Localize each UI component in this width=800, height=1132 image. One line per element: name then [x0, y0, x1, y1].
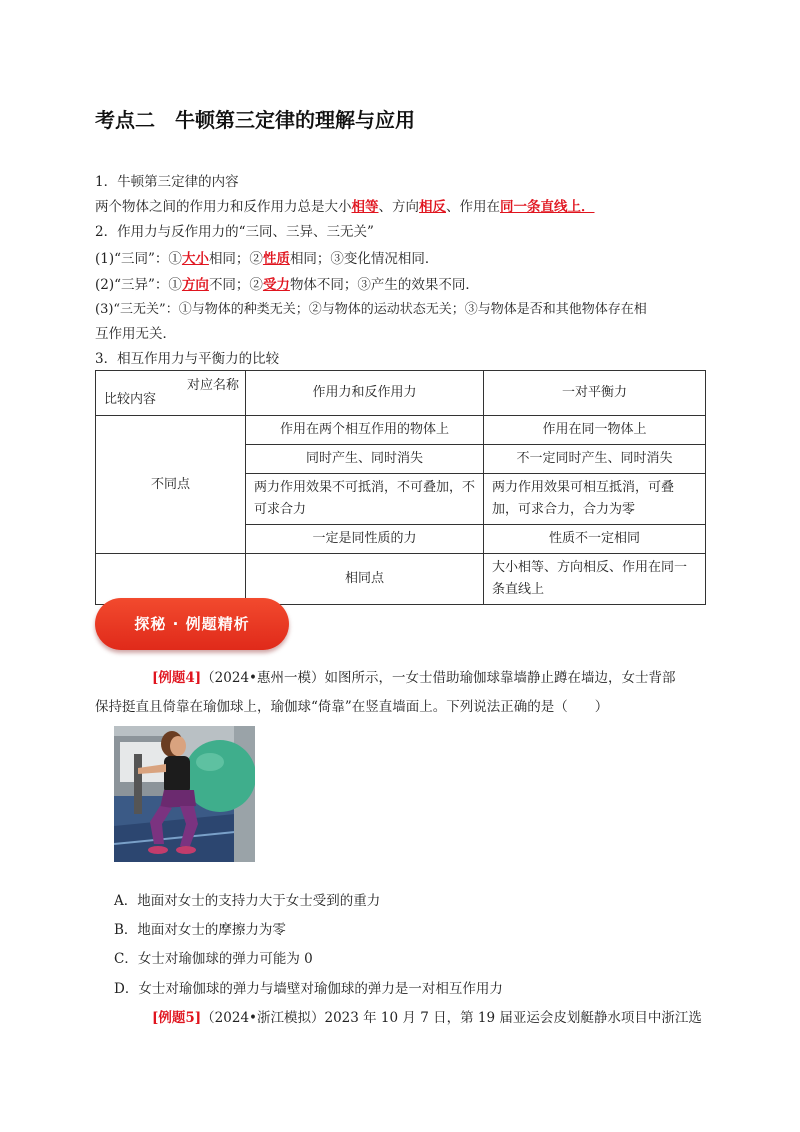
text: (1)“三同”：①: [95, 251, 182, 267]
header-corner-top: 对应名称: [186, 378, 239, 393]
text: 、作用在: [446, 199, 500, 215]
group-label-differences: 不同点: [96, 416, 246, 554]
highlight: 性质: [262, 251, 290, 267]
header-action-reaction: 作用力和反作用力: [246, 371, 484, 416]
section-3-heading: 3．相互作用力与平衡力的比较: [95, 351, 280, 367]
highlight: 受力: [262, 277, 290, 293]
option-b: B．地面对女士的摩擦力为零: [114, 922, 286, 938]
section-1-text: [95, 195, 595, 215]
text: 相同；②: [208, 251, 263, 267]
table-cell: 一定是同性质的力: [246, 525, 484, 554]
option-a: A．地面对女士的支持力大于女士受到的重力: [114, 893, 381, 909]
example-5-tag: [例题5]: [152, 1010, 202, 1026]
table-cell: 两力作用效果不可抵消，不可叠加，不可求合力: [246, 474, 484, 525]
option-d: D．女士对瑜伽球的弹力与墙壁对瑜伽球的弹力是一对相互作用力: [114, 981, 503, 997]
same-point-label: 相同点: [246, 554, 484, 605]
text: 、方向: [378, 199, 419, 215]
highlight: 相反: [419, 199, 446, 215]
yoga-ball-photo: [114, 726, 255, 862]
example-4-line-1: [152, 666, 676, 690]
text: （2024•浙江模拟）2023 年 10 月 7 日，第 19 届亚运会皮划艇静水项目中浙江选: [201, 1010, 702, 1026]
text: 相同；③变化情况相同．: [289, 251, 439, 267]
highlight: 大小: [181, 251, 209, 267]
table-cell: 不一定同时产生、同时消失: [484, 445, 706, 474]
table-cell: 作用在同一物体上: [484, 416, 706, 445]
comparison-table: [95, 370, 706, 605]
woman-with-yoga-ball-image: [114, 726, 255, 862]
highlight: 同一条直线上．: [500, 199, 595, 215]
section-2-heading: 2．作用力与反作用力的“三同、三异、三无关”: [95, 224, 374, 240]
header-corner-bottom: 比较内容: [104, 392, 157, 407]
highlight: 方向: [181, 277, 209, 293]
table-cell: 性质不一定相同: [484, 525, 706, 554]
example-4-tag: [例题4]: [152, 670, 202, 686]
text: 物体不同；③产生的效果不同．: [289, 277, 479, 293]
text: 不同；②: [208, 277, 263, 293]
example-5-line-1: [152, 1006, 702, 1030]
same-point-value: 大小相等、方向相反、作用在同一条直线上: [484, 554, 706, 605]
table-cell: 同时产生、同时消失: [246, 445, 484, 474]
example-banner: 探秘 · 例题精析: [95, 598, 289, 650]
three-unrelated-line-2: 互作用无关．: [95, 326, 176, 342]
table-row: [96, 416, 706, 445]
table-cell: 两力作用效果可相互抵消，可叠加，可求合力，合力为零: [484, 474, 706, 525]
three-diff-line: [95, 273, 479, 293]
text: （2024•惠州一模）如图所示，一女士借助瑜伽球靠墙静止蹲在墙边，女士背部: [201, 670, 676, 686]
table-cell: 作用在两个相互作用的物体上: [246, 416, 484, 445]
three-same-line: [95, 247, 438, 267]
table-header-row: [96, 371, 706, 416]
table-cell-empty: [96, 554, 246, 605]
header-balanced-forces: 一对平衡力: [484, 371, 706, 416]
page-title: 考点二 牛顿第三定律的理解与应用: [95, 108, 415, 132]
text: 两个物体之间的作用力和反作用力总是大小: [95, 199, 352, 215]
section-1-heading: 1．牛顿第三定律的内容: [95, 174, 239, 190]
example-4-line-2: 保持挺直且倚靠在瑜伽球上，瑜伽球“倚靠”在竖直墙面上。下列说法正确的是（ ）: [95, 699, 609, 715]
three-unrelated-line-1: (3)“三无关”：①与物体的种类无关；②与物体的运动状态无关；③与物体是否和其他物体存在相: [95, 302, 647, 317]
table-row: [96, 554, 706, 605]
text: (2)“三异”：①: [95, 277, 182, 293]
highlight: 相等: [351, 199, 379, 215]
table-corner-cell: [96, 371, 246, 416]
option-c: C．女士对瑜伽球的弹力可能为 0: [114, 951, 313, 967]
